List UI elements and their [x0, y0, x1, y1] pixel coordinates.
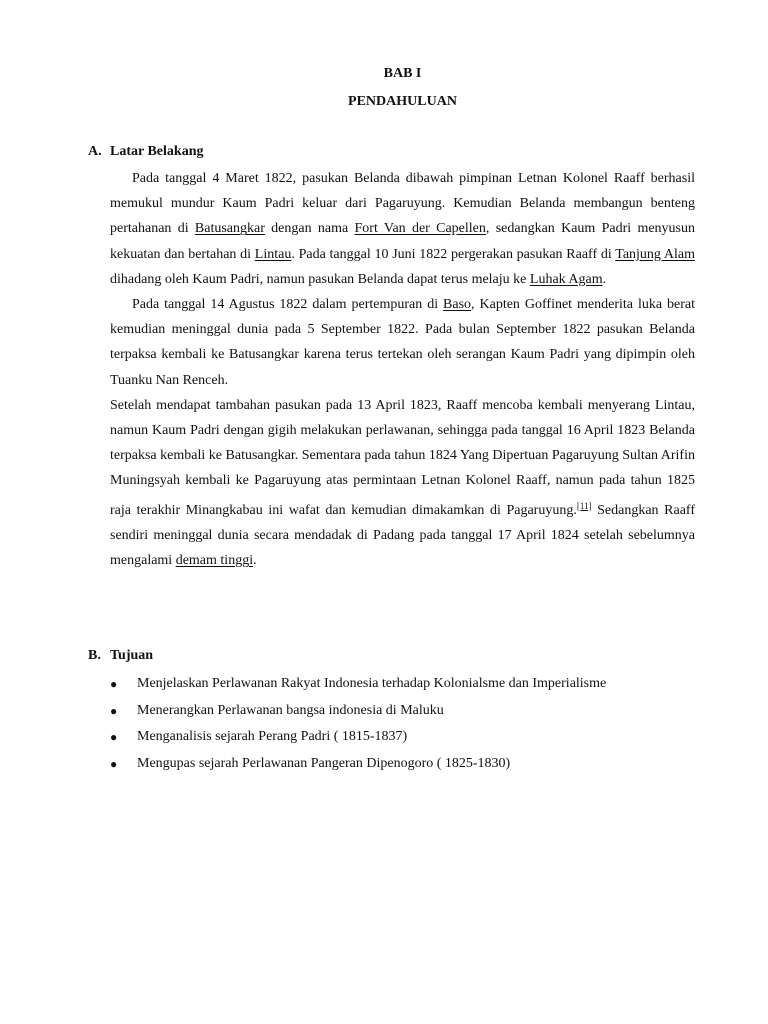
paragraph-1 [110, 166, 695, 292]
list-item-text: Mengupas sejarah Perlawanan Pangeran Dipenogoro ( 1825-1830) [137, 755, 511, 771]
paragraph-1-text-3: , sedangkan Kaum Padri menyusun kekuatan dan bertahan di [110, 221, 695, 262]
link-luhak-agam[interactable]: Luhak Agam [529, 271, 603, 287]
chapter-label: BAB I [383, 66, 422, 81]
objectives-list [110, 671, 606, 777]
link-demam-tinggi[interactable]: demam tinggi [175, 553, 254, 569]
section-a-body [110, 166, 695, 573]
link-fort-van-der-capellen[interactable]: Fort Van der Capellen [354, 221, 486, 237]
link-tanjung-alam[interactable]: Tanjung Alam [615, 246, 695, 262]
link-baso[interactable]: Baso [443, 297, 472, 313]
section-b-letter: B. [88, 648, 101, 663]
section-b-heading [88, 648, 153, 664]
paragraph-2 [110, 292, 695, 393]
footnote-link[interactable]: [11] [576, 500, 592, 511]
paragraph-3 [110, 393, 695, 573]
paragraph-2-text-1: Pada tanggal 14 Agustus 1822 dalam pertempuran di [132, 297, 444, 313]
paragraph-3-text-2: Sedangkan Raaff sendiri meninggal dunia secara mendadak di Padang pada tanggal 17 April 1824 setelah sebelumnya mengalami [110, 502, 695, 569]
link-batusangkar[interactable]: Batusangkar [194, 221, 265, 237]
paragraph-1-text-6: . [602, 271, 607, 287]
paragraph-2-text-2: , Kapten Goffinet menderita luka berat kemudian meninggal dunia pada 5 September 1822. Pada bulan September 1822 pasukan Belanda terpaksa kembali ke Batusangkar karena terus tertekan oleh serangan Kaum Padri yang dipimpin oleh Tuanku Nan Renceh. [110, 297, 695, 388]
list-item [110, 724, 606, 751]
paragraph-1-text-1: Pada tanggal 4 Maret 1822, pasukan Belanda dibawah pimpinan Letnan Kolonel Raaff berhasil memukul mundur Kaum Padri keluar dari Pagaruyung. Kemudian Belanda membangun benteng pertahanan di [110, 171, 695, 237]
list-item-text: Menjelaskan Perlawanan Rakyat Indonesia terhadap Kolonialsme dan Imperialisme [137, 676, 607, 691]
list-item-text: Menganalisis sejarah Perang Padri ( 1815-1837) [137, 729, 408, 744]
bullet-icon: ● [110, 703, 118, 718]
bullet-icon: ● [110, 677, 118, 691]
paragraph-3-text-3: . [253, 553, 257, 569]
bullet-icon: ● [110, 756, 118, 771]
paragraph-3-text-1: Setelah mendapat tambahan pasukan pada 13 April 1823, Raaff mencoba kembali menyerang Lintau, namun Kaum Padri dengan gigih melakukan perlawanan, sehingga pada tanggal 16 April 1823 Belanda terpaksa kembali ke Batusangkar. Sementara pada tahun 1824 Yang Dipertuan Pagaruyung Sultan Arifin Muningsyah kembali ke Pagaruyung atas permintaan Letnan Kolonel Raaff, namun pada tahun 1825 raja terakhir Minangkabau ini wafat dan kemudian dimakamkan di Pagaruyung. [110, 397, 695, 518]
section-b-title: Tujuan [110, 648, 154, 663]
paragraph-1-text-2: dengan nama [264, 221, 355, 237]
paragraph-1-text-5: dihadang oleh Kaum Padri, namun pasukan Belanda dapat terus melaju ke [110, 271, 530, 287]
link-lintau[interactable]: Lintau [254, 246, 292, 262]
bullet-icon: ● [110, 730, 118, 744]
page-title: PENDAHULUAN [348, 94, 457, 109]
section-a-heading [88, 144, 203, 160]
section-a-title: Latar Belakang [110, 144, 204, 159]
list-item [110, 671, 606, 698]
list-item [110, 751, 606, 778]
list-item [110, 698, 606, 725]
section-a-letter: A. [88, 144, 102, 159]
list-item-text: Menerangkan Perlawanan bangsa indonesia di Maluku [137, 702, 444, 718]
paragraph-1-text-4: . Pada tanggal 10 Juni 1822 pergerakan pasukan Raaff di [291, 246, 616, 262]
